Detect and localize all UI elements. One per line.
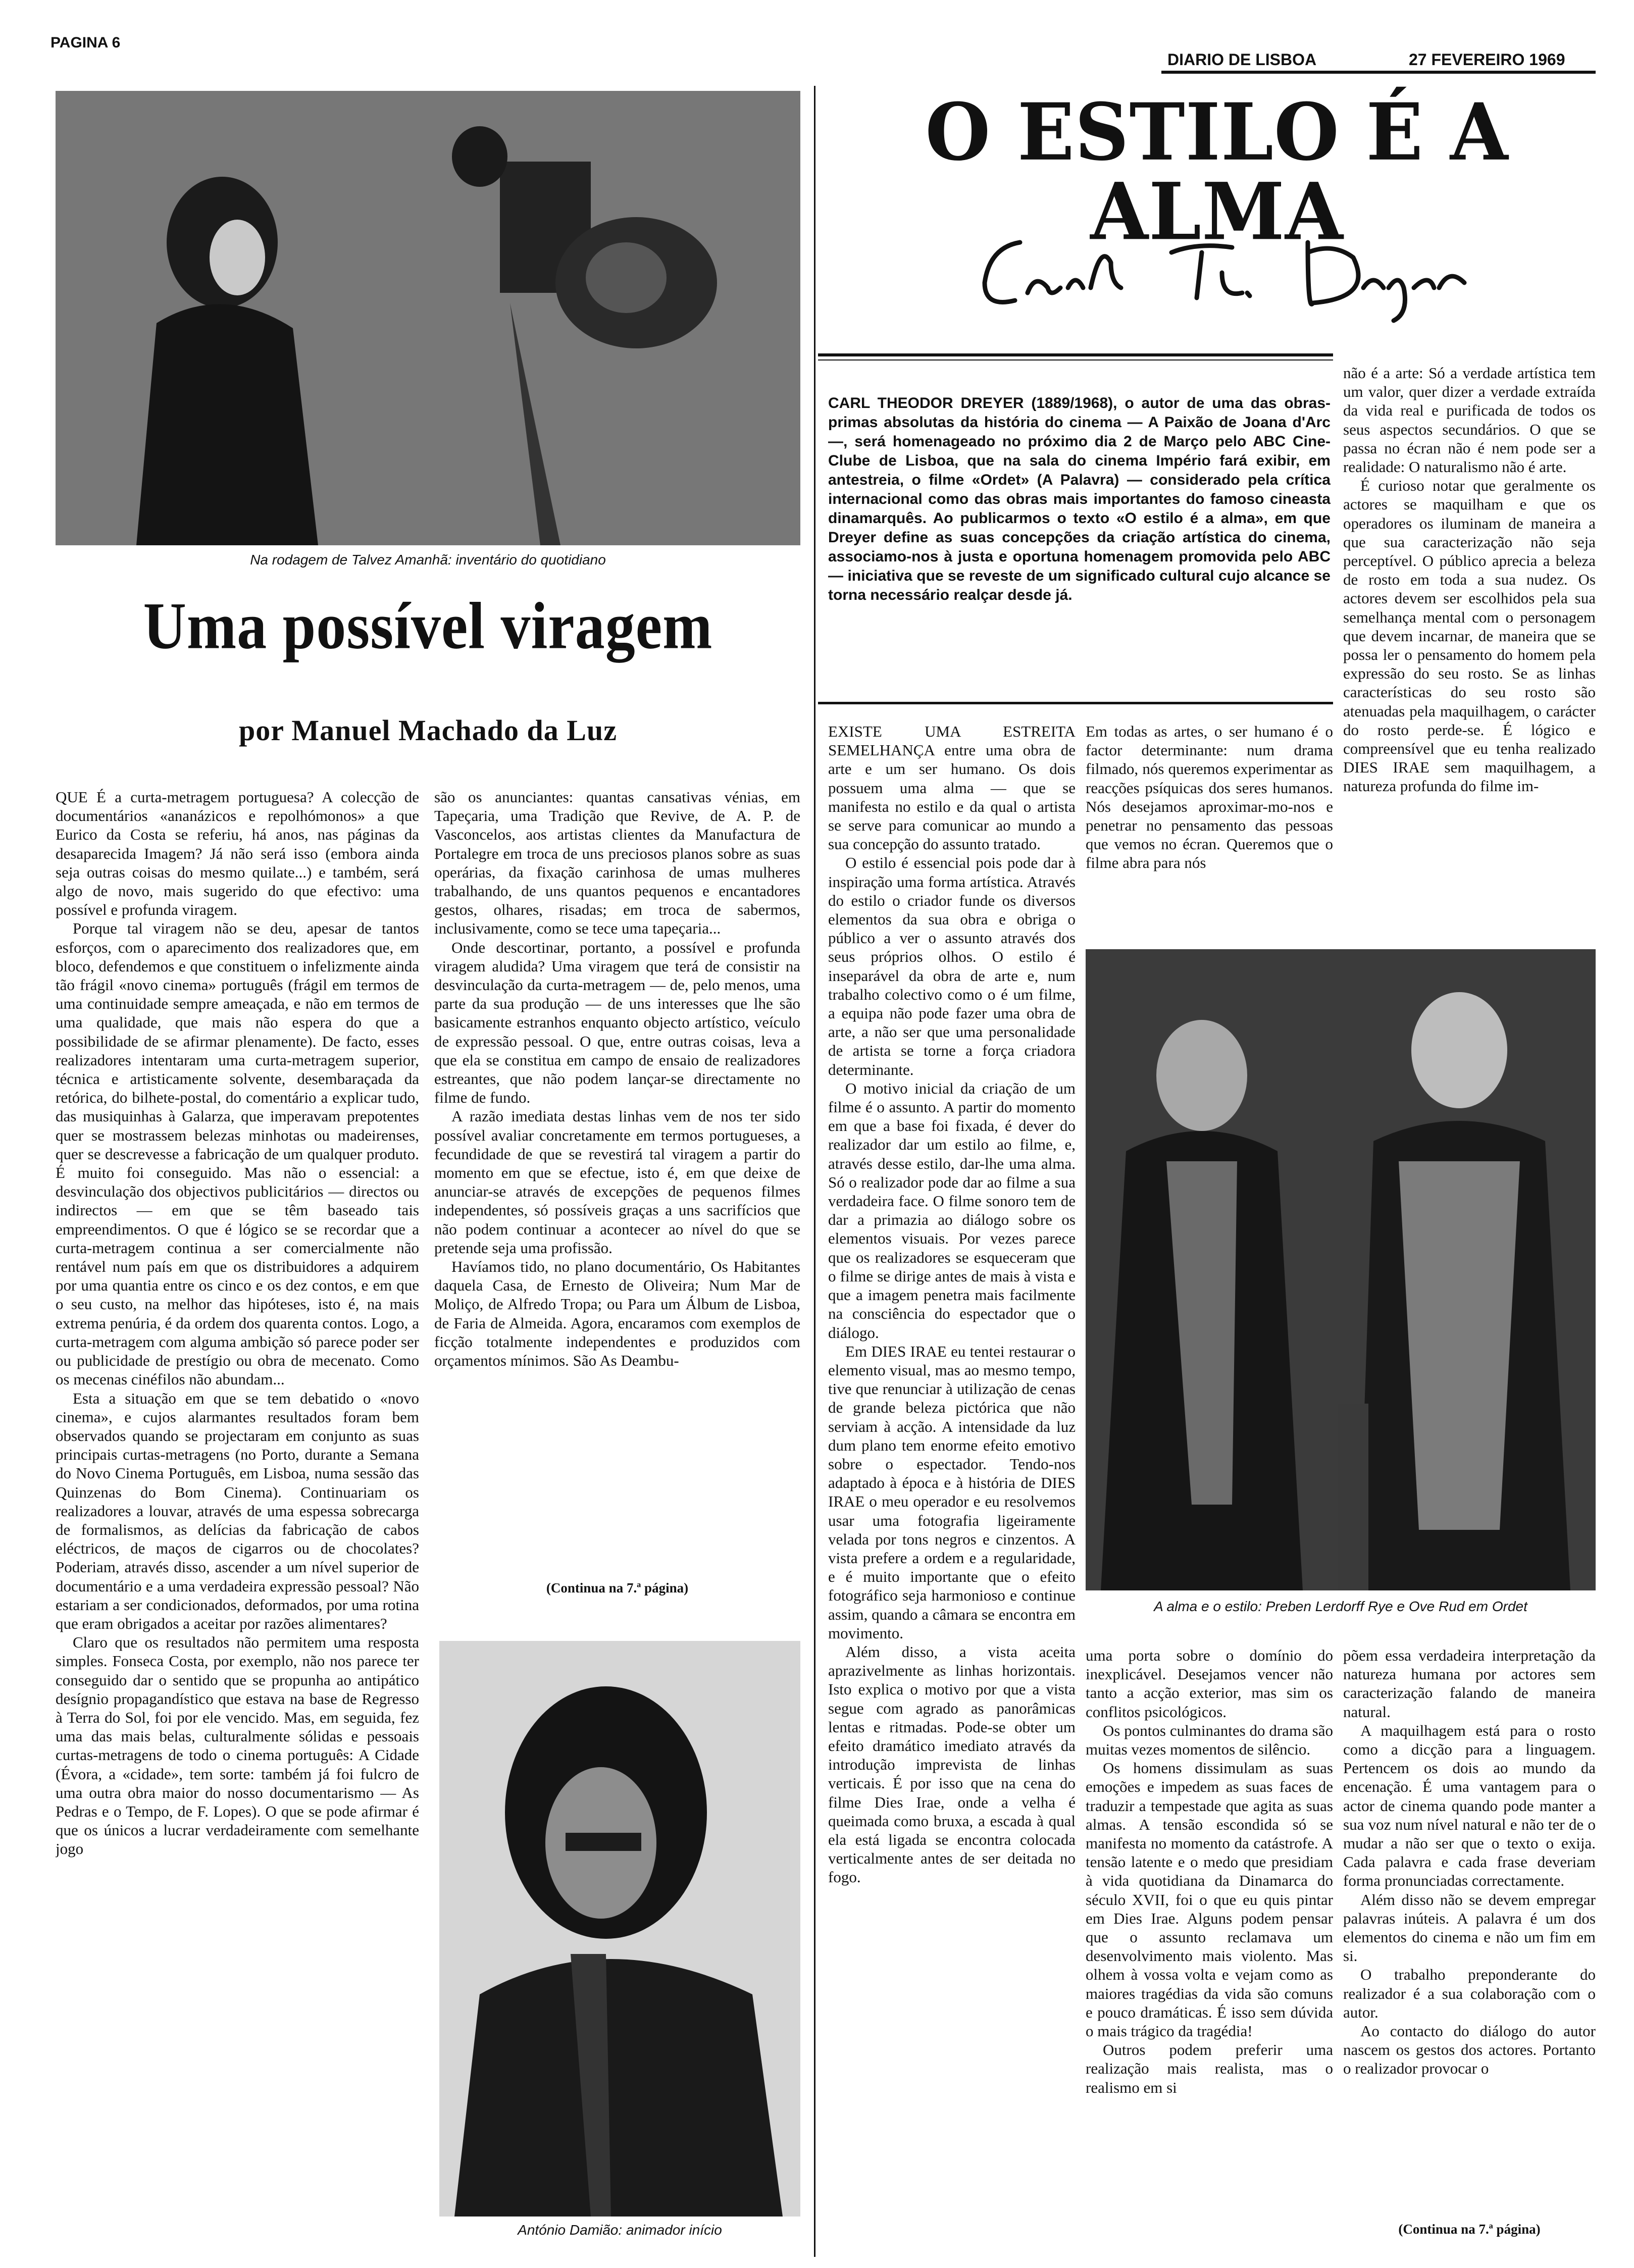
paragraph: O motivo inicial da criação de um filme é o assunto. A partir do momento em que a base foi fixada, é dever do realizador dar um estilo ao filme, e, através desse estilo, dar-lhe uma alma. Só o realizador pode dar ao filme a sua verdadeira face. O filme sonoro tem de dar a primazia ao diálogo sobre os elementos visuais. Por vezes parece que os realizadores se esqueceram que o filme se dirige antes de mais à vista e que a imagem penetra mais facilmente na consciência do espectador que o diálogo. [828, 1079, 1076, 1342]
byline: por Manuel Machado da Luz [238, 714, 617, 747]
paragraph: Havíamos tido, no plano documentário, Os Habitantes daquela Casa, de Ernesto de Oliveira; Num Mar de Moliço, de Alfredo Tropa; ou Para um Álbum de Lisboa, de Faria de Almeida. Agora, encaramos com exemplos de ficção totalmente independentes e produzidos com orçamentos mínimos. São As Deambu- [434, 1258, 800, 1370]
continued-note-left: (Continua na 7.ª página) [546, 1580, 689, 1595]
paragraph: Outros podem preferir uma realização mais realista, mas o realismo em si [1086, 2041, 1333, 2096]
photo-caption-bottom: António Damião: animador início [518, 2222, 722, 2238]
paragraph: não é a arte: Só a verdade artística tem um valor, quer dizer a verdade extraída da vida real e purificada de todos os seus aspectos secundários. O que se passa no écran não é nem pode ser a realidade: O naturalismo não é arte. [1343, 364, 1596, 476]
paper-name: DIARIO DE LISBOA [1167, 50, 1317, 69]
photo-ordet [1086, 949, 1596, 1590]
photo-caption-top: Na rodagem de Talvez Amanhã: inventário do quotidiano [250, 552, 606, 568]
paragraph: põem essa verdadeira interpretação da natureza humana por actores sem caracterização falando de maneira natural. [1343, 1646, 1596, 1721]
paragraph: Onde descortinar, portanto, a possível e profunda viragem aludida? Uma viragem que terá de consistir na desvinculação da curta-metragem — de, pelo menos, uma parte da sua produção — de uns interesses que lhe são basicamente estranhos enquanto objecto artístico, veículo de expressão pessoal. O que, entre outras coisas, leva a que ela se constitua em campo de ensaio de realizadores estreantes, que não podem lançar-se directamente no filme de fundo. [434, 938, 800, 1107]
page-number: PAGINA 6 [50, 34, 121, 51]
paragraph: Os homens dissimulam as suas emoções e impedem as suas faces de traduzir a tempestade que agita as suas almas. A tensão escondida só se manifesta no momento da catástrofe. A tensão latente e o medo que presidiam à vida quotidiana da Dinamarca do século XVII, foi o que eu quis pintar em Dies Irae. Alguns podem pensar que o assunto reclamava um desenvolvimento mais violento. Mas olhem à vossa volta e vejam como as maiores tragédias da vida são comuns e pouco dramáticas. É isso sem dúvida o mais trágico da tragédia! [1086, 1759, 1333, 2040]
paragraph: EXISTE UMA ESTREITA SEMELHANÇA entre uma obra de arte e um ser humano. Os dois possuem uma alma — que se manifesta no estilo e da qual o artista se serve para comunicar ao mundo a sua concepção do assunto tratado. [828, 723, 1076, 853]
masthead-rule [1161, 71, 1596, 74]
photo-talvez-amanha [56, 91, 800, 545]
paragraph: É curioso notar que geralmente os actores se maquilham e que os operadores os iluminam de maneira a que sua caracterização não seja perceptível. O público aprecia a beleza de rosto em toda a sua nudez. Os actores devem ser escolhidos pela sua semelhança mental com o personagem que devem incarnar, de maneira que se possa ler o pensamento do homem pela expressão do seu rosto. Se as linhas características do seu rosto são atenuadas pela maquilhagem, o carácter do rosto perde-se. É lógico e compreensível que eu tenha realizado DIES IRAE sem maquilhagem, a natureza profunda do filme im- [1343, 477, 1596, 795]
article-column-1 [56, 788, 419, 2237]
paragraph: O estilo é essencial pois pode dar à inspiração uma forma artística. Através do estilo o criador funde os diversos elementos da sua obra e obriga o público a ver o assunto através dos seus próprios olhos. O estilo é inseparável da obra de arte e, num trabalho colectivo como o é um filme, a equipa não pode fazer uma obra de arte, a não ser que uma personalidade de artista se torne a força criadora determinante. [828, 854, 1076, 1078]
paragraph: A maquilhagem está para o rosto como a dicção para a linguagem. Pertencem os dois ao mundo da encenação. É uma vantagem para o actor de cinema quando pode manter a sua voz num nível natural e não ter de o mudar a não ser que o texto o exija. Cada palavra e cada frase deveriam forma pronunciadas correctamente. [1343, 1721, 1596, 1890]
paragraph: Os pontos culminantes do drama são muitas vezes momentos de silêncio. [1086, 1721, 1333, 1759]
paragraph: Em todas as artes, o ser humano é o factor determinante: num drama filmado, nós queremos experimentar as reacções psíquicas dos seres humanos. Nós desejamos aproximar-mo-nos e penetrar no pensamento das pessoas que vemos no écran. Queremos que o filme abra para nós [1086, 723, 1333, 872]
paragraph: uma porta sobre o domínio do inexplicável. Desejamos vencer não tanto a acção exterior, mas sim os conflitos psicológicos. [1086, 1646, 1333, 1721]
paragraph: Ao contacto do diálogo do autor nascem os gestos dos actores. Portanto o realizador provocar o [1343, 2022, 1596, 2078]
dreyer-signature [959, 212, 1490, 323]
intro-text: CARL THEODOR DREYER (1889/1968), o autor de uma das obras-primas absolutas da história do cinema — A Paixão de Joana d'Arc —, será homenageado no próximo dia 2 de Março pelo ABC Cine-Clube de Lisboa, que na sala do cinema Império fará exibir, em antestreia, o filme «Ordet» (A Palavra) — considerado pela crítica internacional como das obras mais importantes do famoso cineasta dinamarquês. Ao publicarmos o texto «O estilo é a alma», em que Dreyer define as suas concepções da criação artística do cinema, associamo-nos à justa e oportuna homenagem promovida pelo ABC — iniciativa que se reveste de um significado cultural cujo alcance se torna necessário realçar desde já. [828, 395, 1331, 603]
photo-antonio-damiao [439, 1641, 800, 2217]
headline-right: O ESTILO É A ALMA [925, 85, 1509, 258]
paragraph: Além disso, a vista aceita aprazivelmente as linhas horizontais. Isto explica o motivo por que a vista segue com agrado as panorâmicas lentas e ritmadas. Pode-se obter um efeito dramático imediato através da introdução imprevista de linhas verticais. É por isso que na cena do filme Dies Irae, onde a velha é queimada como bruxa, a escada à qual ela está ligada se encontra colocada verticalmente antes de ser deitada no fogo. [828, 1642, 1076, 1886]
signature-rule-2 [818, 359, 1333, 360]
article-column-a [828, 722, 1076, 2237]
paragraph: O trabalho preponderante do realizador é a sua colaboração com o autor. [1343, 1966, 1596, 2021]
headline-left: Uma possível viragem [143, 589, 713, 663]
paragraph: são os anunciantes: quantas cansativas vénias, em Tapeçaria, uma Tradição que Revive, de A. P. de Vasconcelos, aos artistas clientes da Manufactura de Portalegre em troca de uns preciosos planos sobre as suas operárias, da fixação carinhosa de umas mulheres trabalhando, de uns quantos pequenos e encantadores gestos, olhares, risadas; em troca de sabermos, inclusivamente, como se tece uma tapeçaria... [434, 788, 800, 938]
photo-caption-ordet: A alma e o estilo: Preben Lerdorff Rye e Ove Rud em Ordet [1154, 1599, 1527, 1614]
article-column-b-top [1086, 722, 1333, 944]
paragraph: A razão imediata destas linhas vem de nos ter sido possível avaliar concretamente em termos portugueses, a fecundidade de que se revestirá tal viragem a partir do momento em que se efectue, isto é, em que deixe de anunciar-se através de excepções de pequenos filmes independentes, só possíveis graças a uns sacrifícios que não podem continuar a acontecer ao nível do que se pretende seja uma profissão. [434, 1107, 800, 1257]
article-column-b-bottom [1086, 1646, 1333, 2242]
paragraph: QUE É a curta-metragem portuguesa? A colecção de documentários «ananázicos e repolhómonos» a que Eurico da Costa se referiu, há anos, nas páginas da desaparecida Imagem? Já não será isso (embora ainda seja outras coisas do mesmo quilate...) e também, será algo de novo, mais sugerido do que efectivo: uma possível e profunda viragem. [56, 788, 419, 919]
page-divider [814, 86, 815, 2257]
paragraph: Esta a situação em que se tem debatido o «novo cinema», e cujos alarmantes resultados foram bem observados quando se projectaram em conjunto as suas principais curtas-metragens (no Porto, durante a Semana do Novo Cinema Português, em Lisboa, numa sessão das Quinzenas do Bom Cinema). Continuariam os realizadores a louvar, através de uma espessa sobrecarga de formalismos, as delícias da fabricação de cabos eléctricos, de maços de cigarros ou de chocolates? Poderiam, através disso, ascender a um nível superior de documentário e a uma verdadeira expressão pessoal? Não estariam a ser condicionados, deformados, por uma rotina que eram obrigados a aceitar por razões alimentares? [56, 1389, 419, 1632]
paragraph: Além disso não se devem empregar palavras inúteis. A palavra é um dos elementos do cinema e não um fim em si. [1343, 1890, 1596, 1965]
article-column-c-bottom [1343, 1646, 1596, 2211]
issue-date: 27 FEVEREIRO 1969 [1409, 50, 1565, 69]
intro-rule [818, 702, 1333, 704]
continued-note-right: (Continua na 7.ª página) [1398, 2222, 1541, 2237]
intro-paragraph [828, 394, 1331, 677]
signature-rule [818, 353, 1333, 356]
paragraph: Porque tal viragem não se deu, apesar de tantos esforços, com o aparecimento dos realizadores que, em bloco, defendemos e que constituem o infelizmente ainda tão frágil «novo cinema» português (frágil em termos de uma continuidade sempre ameaçada, e não em termos de uma qualidade, que mais não espera do que a possibilidade de se afirmar plenamente). De facto, esses realizadores intentaram uma curta-metragem superior, técnica e artisticamente solvente, desembaraçada da retórica, do bilhete-postal, do comentário a explicar tudo, das musiquinhas à Galarza, que imperavam prepotentes quer se mostrassem belezas minhotas ou madeirenses, quer se descrevesse a fabricação de um qualquer produto. É muito foi conseguido. Mas não o essencial: a desvinculação dos objectivos publicitários — directos ou indirectos — em que se têm baseado tais empreendimentos. O que é lógico se se recordar que a curta-metragem continua a ser comercialmente não rentável num país em que os distribuidores a adquirem por uma quantia entre os cinco e os dez contos, e em que o seu custo, na melhor das hipóteses, isto é, na mais extrema penúria, é da ordem dos quarenta contos. Logo, a curta-metragem com alguma ambição só parece poder ser ou publicidade de prestígio ou obra de mecenato. Como os mecenas cinéfilos não abundam... [56, 919, 419, 1388]
article-column-c-top [1343, 364, 1596, 1030]
article-column-2 [434, 788, 800, 1575]
paragraph: Claro que os resultados não permitem uma resposta simples. Fonseca Costa, por exemplo, não nos parece ter conseguido dar o sentido que se propunha ao antipático desígnio propagandístico que estava na base de Regresso à Terra do Sol, foi por ele vencido. Mas, em seguida, fez uma das mais belas, culturalmente sólidas e pessoais curtas-metragens de todo o cinema português: A Cidade (Évora, a «cidade», tem sorte: também já foi fulcro de uma outra obra maior do nosso documentarismo — As Pedras e o Tempo, de F. Lopes). O que se pode afirmar é que os únicos a lucrar verdadeiramente com semelhante jogo [56, 1633, 419, 1858]
paragraph: Em DIES IRAE eu tentei restaurar o elemento visual, mas ao mesmo tempo, tive que renunciar à utilização de cenas de grande beleza pictórica que não serviam à acção. A intensidade da luz dum plano tem enorme efeito emotivo sobre o espectador. Tendo-nos adaptado à época e à história de DIES IRAE o meu operador e eu resolvemos usar uma fotografia ligeiramente velada por tons negros e cinzentos. A vista prefere a ordem e a regularidade, e é muito importante que o efeito fotográfico seja harmonioso e continue assim, quando a câmara se encontra em movimento. [828, 1342, 1076, 1642]
